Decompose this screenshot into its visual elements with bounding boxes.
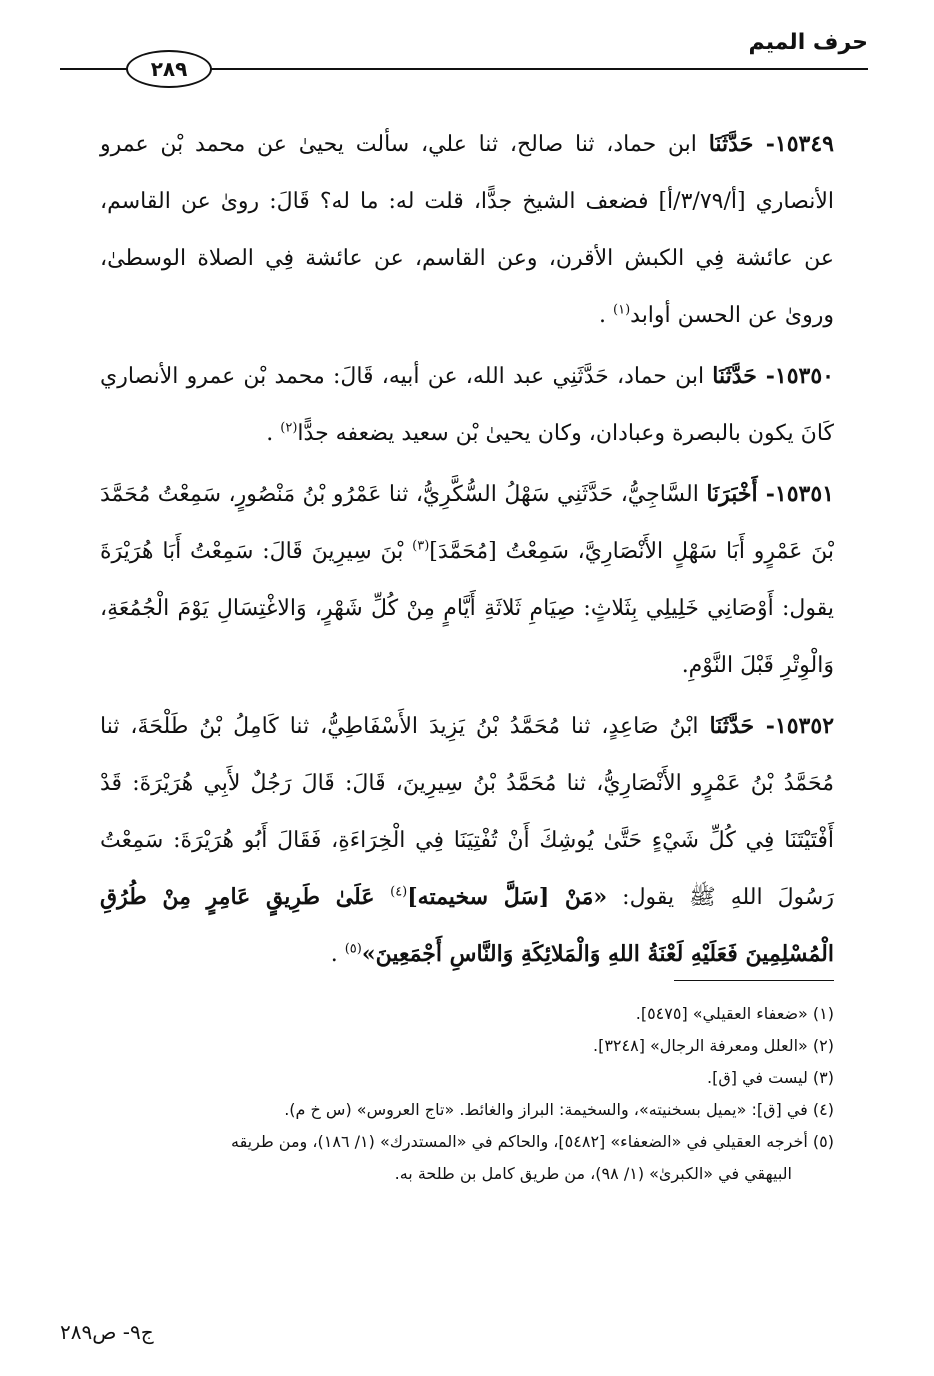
- entry-number: ١٥٣٥٠: [774, 363, 834, 389]
- hadith-quote-end: عَلَىٰ طَرِيقٍ عَامِرٍ مِنْ طُرُقِ الْمُسْلِمِينَ فَعَلَيْهِ لَعْنَةُ اللهِ وَالْمَلائِكَةِ وَالنَّاسِ أَجْمَعِينَ»: [100, 884, 834, 967]
- footnote-divider: [674, 980, 834, 981]
- footnote-continuation: البيهقي في «الكبرىٰ» (١/ ٩٨)، من طريق كامل بن طلحة به.: [394, 1164, 792, 1183]
- footnote-ref[interactable]: (١): [613, 302, 631, 318]
- footnote: (٥) أخرجه العقيلي في «الضعفاء» [٥٤٨٢]، والحاكم في «المستدرك» (١/ ١٨٦)، ومن طريقه: [231, 1132, 834, 1151]
- entry-text: ابن حماد، حَدَّثَنِي عبد الله، عن أبيه، قَالَ: محمد بْن عمرو الأنصاري كَانَ يكون بالبصرة وعبادان، وكان يحيىٰ بْن سعيد يضعفه جدًّا: [100, 364, 834, 446]
- entry-number: ١٥٣٥٢: [774, 713, 835, 739]
- entry-end: بْنَ سِيرِينَ قَالَ: سَمِعْتُ أَبَا هُرَيْرَةَ يقول: أَوْصَانِي خَلِيلِي بِثَلاثٍ: صِيَامِ ثَلاثَةِ أَيَّامٍ مِنْ كُلِّ شَهْرٍ، وَالاغْتِسَالِ يَوْمَ الْجُمُعَةِ، وَالْوِتْرِ قَبْلَ النَّوْمِ.: [100, 539, 834, 678]
- footnote-ref[interactable]: (٥): [344, 941, 362, 957]
- footnote-ref[interactable]: (٣): [412, 538, 430, 554]
- page-number-badge: [126, 50, 212, 88]
- entry-verb: أَخْبَرَنَا: [706, 481, 758, 507]
- entry-verb: حَدَّثَنَا: [709, 713, 755, 739]
- hadith-entry: ١٥٣٥٢- حَدَّثَنَا ابْنُ صَاعِدٍ، ثنا مُحَمَّدُ بْنُ يَزِيدَ الأَسْفَاطِيُّ، ثنا كَامِلُ بْنُ طَلْحَةَ، ثنا مُحَمَّدُ بْنُ عَمْرٍو الأَنْصَارِيُّ، ثنا مُحَمَّدُ بْنُ سِيرِينَ، قَالَ: قَالَ رَجُلٌ لأَبِي هُرَيْرَةَ: قَدْ أَفْتَيْتَنَا فِي كُلِّ شَيْءٍ حَتَّىٰ يُوشِكَ أَنْ تُفْتِيَنَا فِي الْخِرَاءَةِ، فَقَالَ أَبُو هُرَيْرَةَ: سَمِعْتُ رَسُولَ اللهِ ﷺ يقول: «مَنْ [سَلَّ سخيمته]$^{(٤)}$ عَلَىٰ طَرِيقٍ عَامِرٍ مِنْ طُرُقِ الْمُسْلِمِينَ فَعَلَيْهِ لَعْنَةُ اللهِ وَالْمَلائِكَةِ وَالنَّاسِ أَجْمَعِينَ»$^{(٥)}$ .: [100, 713, 835, 967]
- footnote: (١) «ضعفاء العقيلي» [٥٤٧٥].: [635, 1004, 834, 1023]
- running-header-title: حرف الميم: [748, 30, 868, 55]
- footnote: (٣) ليست في [ق].: [707, 1068, 834, 1087]
- hadith-entry: ١٥٣٥٠- حَدَّثَنَا ابن حماد، حَدَّثَنِي عبد الله، عن أبيه، قَالَ: محمد بْن عمرو الأنصاري كَانَ يكون بالبصرة وعبادان، وكان يحيىٰ بْن سعيد يضعفه جدًّا$^{(٢)}$ .: [100, 363, 834, 446]
- entry-end: .: [266, 421, 281, 446]
- page-number: ٢٨٩: [150, 57, 188, 81]
- entry-verb: حَدَّثَنَا: [708, 131, 754, 157]
- hadith-quote-start: «مَنْ [سَلَّ سخيمته]: [407, 884, 608, 910]
- page-footer: ج٩- ص٢٨٩: [60, 1320, 154, 1344]
- entry-end: .: [599, 303, 613, 328]
- entry-text: السَّاجِيُّ، حَدَّثَنِي سَهْلُ السُّكَّرِيُّ، ثنا عَمْرُو بْنُ مَنْصُورٍ، سَمِعْتُ مُحَمَّدَ بْنَ عَمْرٍو أَبَا سَهْلٍ الأَنْصَارِيَّ، سَمِعْتُ [مُحَمَّدَ]: [100, 482, 834, 564]
- footnote-ref[interactable]: (٢): [280, 420, 298, 436]
- entry-verb: حَدَّثَنَا: [712, 363, 757, 389]
- footnote: (٢) «العلل ومعرفة الرجال» [٣٢٤٨].: [592, 1036, 834, 1055]
- entry-number: ١٥٣٥١: [774, 481, 834, 507]
- entry-text: ابْنُ صَاعِدٍ، ثنا مُحَمَّدُ بْنُ يَزِيدَ الأَسْفَاطِيُّ، ثنا كَامِلُ بْنُ طَلْحَةَ، ثنا مُحَمَّدُ بْنُ عَمْرٍو الأَنْصَارِيُّ، ثنا مُحَمَّدُ بْنُ سِيرِينَ، قَالَ: قَالَ رَجُلٌ لأَبِي هُرَيْرَةَ: قَدْ أَفْتَيْتَنَا فِي كُلِّ شَيْءٍ حَتَّىٰ يُوشِكَ أَنْ تُفْتِيَنَا فِي الْخِرَاءَةِ، فَقَالَ أَبُو هُرَيْرَةَ: سَمِعْتُ رَسُولَ اللهِ ﷺ يقول:: [100, 714, 834, 910]
- footnote: (٤) في [ق]: «يميل بسخنيته»، والسخيمة: البراز والغائط. «تاج العروس» (س خ م).: [284, 1100, 834, 1119]
- main-text: [100, 116, 834, 987]
- entry-text: ابن حماد، ثنا صالح، ثنا علي، سألت يحيىٰ عن محمد بْن عمرو الأنصاري [أ/٣/٧٩/أ] فضعف الشيخ جدًّا، قلت له: ما له؟ قَالَ: روىٰ عن القاسم، عن عائشة فِي الكبش الأقرن، وعن القاسم، عن عائشة فِي الصلاة الوسطىٰ، وروىٰ عن الحسن أوابد: [100, 132, 834, 328]
- entry-number: ١٥٣٤٩: [774, 131, 834, 157]
- hadith-entry: ١٥٣٥١- أَخْبَرَنَا السَّاجِيُّ، حَدَّثَنِي سَهْلُ السُّكَّرِيُّ، ثنا عَمْرُو بْنُ مَنْصُورٍ، سَمِعْتُ مُحَمَّدَ بْنَ عَمْرٍو أَبَا سَهْلٍ الأَنْصَارِيَّ، سَمِعْتُ [مُحَمَّدَ]$^{(٣)}$ بْنَ سِيرِينَ قَالَ: سَمِعْتُ أَبَا هُرَيْرَةَ يقول: أَوْصَانِي خَلِيلِي بِثَلاثٍ: صِيَامِ ثَلاثَةِ أَيَّامٍ مِنْ كُلِّ شَهْرٍ، وَالاغْتِسَالِ يَوْمَ الْجُمُعَةِ، وَالْوِتْرِ قَبْلَ النَّوْمِ.: [100, 481, 834, 678]
- footnote-ref[interactable]: (٤): [390, 884, 408, 900]
- hadith-entry: ١٥٣٤٩- حَدَّثَنَا ابن حماد، ثنا صالح، ثنا علي، سألت يحيىٰ عن محمد بْن عمرو الأنصاري [أ/٣/٧٩/أ] فضعف الشيخ جدًّا، قلت له: ما له؟ قَالَ: روىٰ عن القاسم، عن عائشة فِي الكبش الأقرن، وعن القاسم، عن عائشة فِي الصلاة الوسطىٰ، وروىٰ عن الحسن أوابد$^{(١)}$ .: [100, 131, 834, 328]
- footnotes: [100, 998, 834, 1190]
- entry-end: .: [330, 942, 345, 967]
